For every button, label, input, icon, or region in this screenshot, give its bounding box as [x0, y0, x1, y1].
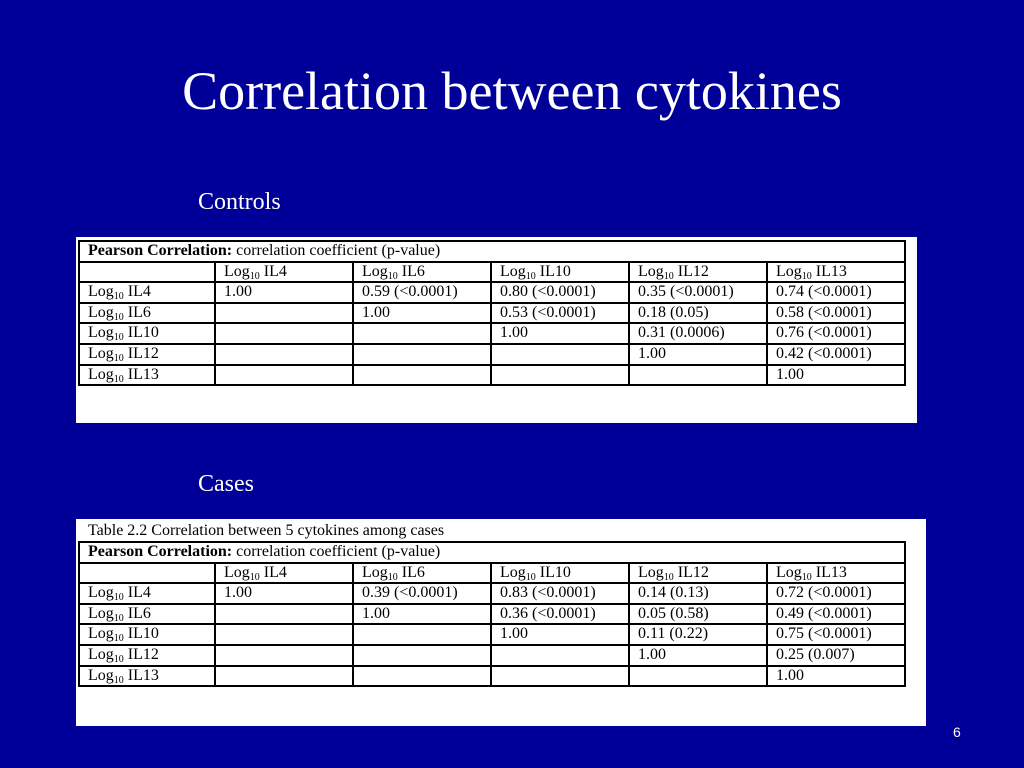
row-header-log-prefix: Log: [88, 324, 114, 342]
row-header: [79, 344, 215, 365]
pearson-description: correlation coefficient (p-value): [232, 242, 441, 259]
column-header-log-prefix: Log: [362, 563, 388, 581]
cases-table-panel: [76, 519, 926, 726]
row-header: [79, 666, 215, 687]
row-header-log-base: 10: [113, 352, 124, 364]
correlation-cell: 1.00: [215, 583, 353, 604]
column-header-log-base: 10: [801, 270, 812, 282]
pearson-label: Pearson Correlation:: [88, 242, 233, 259]
correlation-cell: 0.59 (<0.0001): [353, 282, 491, 303]
table-row: [79, 604, 905, 625]
row-header-log-base: 10: [113, 674, 124, 686]
row-header-log-prefix: Log: [88, 283, 114, 301]
column-header-log-base: 10: [249, 270, 260, 282]
row-header-log-base: 10: [113, 612, 124, 624]
row-header-log-base: 10: [113, 373, 124, 385]
column-header-log-base: 10: [249, 571, 260, 583]
row-header-cytokine-name: IL10: [123, 324, 159, 342]
column-header-cytokine-name: IL4: [259, 563, 287, 581]
row-header-log-prefix: Log: [88, 303, 114, 321]
table-row: [79, 666, 905, 687]
row-header-log-prefix: Log: [88, 645, 114, 663]
column-header-row: [79, 563, 905, 584]
column-header: [491, 563, 629, 584]
row-header-log-prefix: Log: [88, 584, 114, 602]
row-header-log-base: 10: [113, 332, 124, 344]
column-header: [767, 563, 905, 584]
correlation-cell: [629, 666, 767, 687]
table-header-row: [79, 542, 905, 563]
correlation-cell: 1.00: [353, 303, 491, 324]
correlation-cell: [215, 666, 353, 687]
correlation-cell: [353, 365, 491, 386]
correlation-cell: [491, 365, 629, 386]
correlation-cell: 1.00: [215, 282, 353, 303]
cases-table-caption: Table 2.2 Correlation between 5 cytokines among cases: [88, 522, 445, 539]
pearson-label: Pearson Correlation:: [88, 543, 233, 560]
slide-title: Correlation between cytokines: [182, 61, 842, 121]
column-header-cytokine-name: IL10: [535, 262, 571, 280]
correlation-cell: [353, 344, 491, 365]
correlation-cell: 0.31 (0.0006): [629, 323, 767, 344]
correlation-cell: 0.39 (<0.0001): [353, 583, 491, 604]
row-header: [79, 645, 215, 666]
correlation-cell: 0.75 (<0.0001): [767, 624, 905, 645]
row-header-log-prefix: Log: [88, 625, 114, 643]
empty-corner-cell: [79, 563, 215, 584]
correlation-cell: [353, 645, 491, 666]
correlation-cell: [353, 624, 491, 645]
column-header-log-prefix: Log: [776, 262, 802, 280]
table-row: [79, 282, 905, 303]
column-header-cytokine-name: IL13: [811, 262, 847, 280]
correlation-cell: 0.76 (<0.0001): [767, 323, 905, 344]
correlation-cell: 1.00: [629, 645, 767, 666]
page-number: 6: [953, 724, 961, 740]
correlation-cell: [215, 365, 353, 386]
pearson-description: correlation coefficient (p-value): [232, 543, 441, 560]
correlation-cell: [353, 323, 491, 344]
column-header: [353, 262, 491, 283]
row-header: [79, 365, 215, 386]
cases-correlation-table: [78, 541, 906, 687]
table-row: [79, 323, 905, 344]
cases-section-label: Cases: [198, 471, 254, 497]
row-header-log-prefix: Log: [88, 604, 114, 622]
correlation-cell: 0.25 (0.007): [767, 645, 905, 666]
column-header: [491, 262, 629, 283]
correlation-cell: 1.00: [767, 666, 905, 687]
table-row: [79, 344, 905, 365]
row-header: [79, 604, 215, 625]
correlation-cell: [629, 365, 767, 386]
table-row: [79, 583, 905, 604]
correlation-cell: 0.14 (0.13): [629, 583, 767, 604]
row-header-cytokine-name: IL6: [123, 604, 151, 622]
column-header-log-prefix: Log: [638, 563, 664, 581]
column-header-log-base: 10: [663, 571, 674, 583]
correlation-cell: [215, 645, 353, 666]
column-header-log-base: 10: [663, 270, 674, 282]
column-header-row: [79, 262, 905, 283]
correlation-cell: 0.74 (<0.0001): [767, 282, 905, 303]
row-header-cytokine-name: IL13: [123, 365, 159, 383]
correlation-cell: 1.00: [491, 323, 629, 344]
row-header-cytokine-name: IL10: [123, 625, 159, 643]
column-header-log-base: 10: [387, 270, 398, 282]
correlation-cell: [215, 323, 353, 344]
column-header-cytokine-name: IL13: [811, 563, 847, 581]
table-row: [79, 645, 905, 666]
correlation-cell: 0.72 (<0.0001): [767, 583, 905, 604]
correlation-cell: 0.05 (0.58): [629, 604, 767, 625]
column-header-log-base: 10: [525, 571, 536, 583]
column-header-cytokine-name: IL10: [535, 563, 571, 581]
row-header: [79, 282, 215, 303]
correlation-cell: 0.53 (<0.0001): [491, 303, 629, 324]
controls-table-panel: [76, 237, 917, 423]
row-header-cytokine-name: IL12: [123, 344, 159, 362]
row-header-log-base: 10: [113, 633, 124, 645]
row-header-cytokine-name: IL6: [123, 303, 151, 321]
row-header-log-base: 10: [113, 291, 124, 303]
correlation-cell: 0.11 (0.22): [629, 624, 767, 645]
column-header-log-prefix: Log: [776, 563, 802, 581]
row-header-log-prefix: Log: [88, 365, 114, 383]
table-row: [79, 303, 905, 324]
table-row: [79, 365, 905, 386]
correlation-cell: [491, 344, 629, 365]
row-header: [79, 303, 215, 324]
row-header-cytokine-name: IL4: [123, 584, 151, 602]
column-header-log-prefix: Log: [224, 262, 250, 280]
column-header: [353, 563, 491, 584]
column-header-cytokine-name: IL4: [259, 262, 287, 280]
correlation-cell: 0.18 (0.05): [629, 303, 767, 324]
correlation-cell: [215, 303, 353, 324]
column-header: [767, 262, 905, 283]
controls-correlation-table: [78, 240, 906, 386]
correlation-cell: 1.00: [629, 344, 767, 365]
column-header: [215, 563, 353, 584]
correlation-cell: 0.80 (<0.0001): [491, 282, 629, 303]
column-header-cytokine-name: IL12: [673, 563, 709, 581]
correlation-cell: 0.58 (<0.0001): [767, 303, 905, 324]
column-header-log-prefix: Log: [500, 262, 526, 280]
pearson-header-cell: [79, 542, 905, 563]
row-header-log-base: 10: [113, 653, 124, 665]
correlation-cell: 0.36 (<0.0001): [491, 604, 629, 625]
column-header-log-prefix: Log: [638, 262, 664, 280]
column-header: [629, 563, 767, 584]
table-row: [79, 624, 905, 645]
column-header: [215, 262, 353, 283]
column-header: [629, 262, 767, 283]
row-header-cytokine-name: IL13: [123, 666, 159, 684]
row-header-cytokine-name: IL4: [123, 283, 151, 301]
correlation-cell: [491, 666, 629, 687]
column-header-log-prefix: Log: [224, 563, 250, 581]
pearson-header-cell: [79, 241, 905, 262]
correlation-cell: [215, 344, 353, 365]
column-header-log-base: 10: [525, 270, 536, 282]
correlation-cell: [353, 666, 491, 687]
column-header-log-base: 10: [801, 571, 812, 583]
column-header-cytokine-name: IL6: [397, 563, 425, 581]
correlation-cell: 0.42 (<0.0001): [767, 344, 905, 365]
row-header-log-prefix: Log: [88, 344, 114, 362]
column-header-log-base: 10: [387, 571, 398, 583]
correlation-cell: [215, 604, 353, 625]
column-header-log-prefix: Log: [362, 262, 388, 280]
empty-corner-cell: [79, 262, 215, 283]
row-header-log-base: 10: [113, 311, 124, 323]
correlation-cell: 0.49 (<0.0001): [767, 604, 905, 625]
correlation-cell: 1.00: [491, 624, 629, 645]
row-header: [79, 583, 215, 604]
row-header-log-prefix: Log: [88, 666, 114, 684]
correlation-cell: [491, 645, 629, 666]
row-header-log-base: 10: [113, 592, 124, 604]
correlation-cell: [215, 624, 353, 645]
correlation-cell: 1.00: [767, 365, 905, 386]
column-header-cytokine-name: IL12: [673, 262, 709, 280]
row-header: [79, 323, 215, 344]
controls-section-label: Controls: [198, 189, 281, 215]
correlation-cell: 0.35 (<0.0001): [629, 282, 767, 303]
column-header-log-prefix: Log: [500, 563, 526, 581]
correlation-cell: 0.83 (<0.0001): [491, 583, 629, 604]
column-header-cytokine-name: IL6: [397, 262, 425, 280]
row-header: [79, 624, 215, 645]
row-header-cytokine-name: IL12: [123, 645, 159, 663]
table-header-row: [79, 241, 905, 262]
correlation-cell: 1.00: [353, 604, 491, 625]
